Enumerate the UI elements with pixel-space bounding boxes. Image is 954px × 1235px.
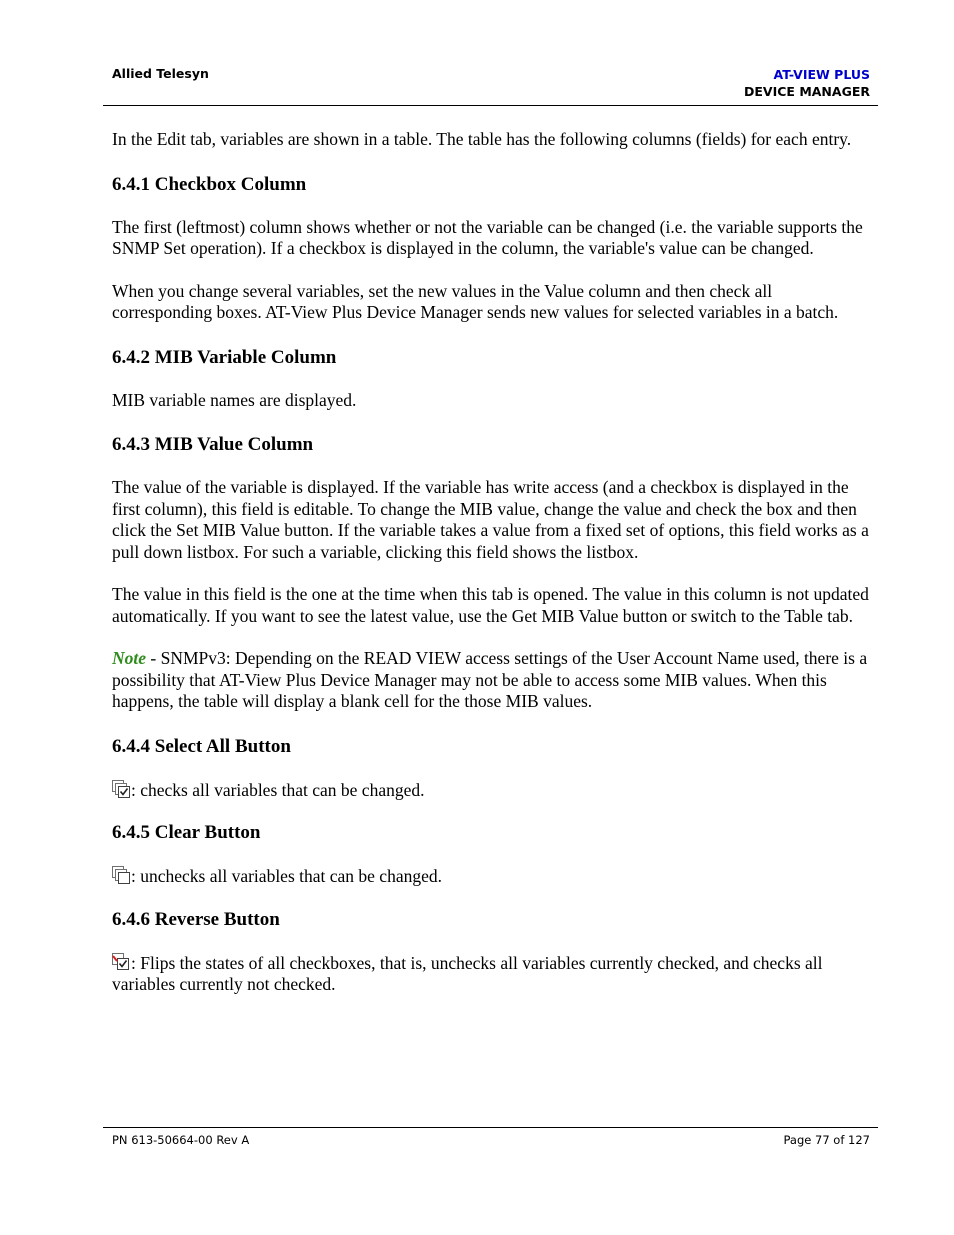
mib-value-paragraph-2: The value in this field is the one at the time when this tab is opened. The value in this column is not updated automatically. If you want to see the latest value, use the Get MIB Value button or switch to the Table tab. (112, 584, 869, 626)
header-product-block (744, 66, 870, 100)
reverse-checkboxes-icon (112, 953, 130, 972)
note-text: - SNMPv3: Depending on the READ VIEW access settings of the User Account Name used, there is a possibility that AT-View Plus Device Manager may not be able to access some MIB values. When this happens, the table will display a blank cell for the those MIB values. (112, 648, 868, 711)
section-title-clear: 6.4.5 Clear Button (112, 822, 261, 843)
page-footer (103, 1127, 878, 1147)
section-title-reverse: 6.4.6 Reverse Button (112, 908, 280, 930)
header-product: AT-VIEW PLUS (773, 67, 870, 82)
page-body (112, 129, 872, 996)
clear-checkboxes-icon (112, 866, 130, 885)
section-title-mib-variable: 6.4.2 MIB Variable Column (112, 346, 337, 368)
clear-description: : unchecks all variables that can be changed. (131, 866, 442, 886)
intro-paragraph: In the Edit tab, variables are shown in a table. The table has the following columns (fields) for each entry. (112, 129, 852, 149)
reverse-description: : Flips the states of all checkboxes, that is, unchecks all variables currently checked, and checks all variables currently not checked. (112, 952, 823, 994)
clear-paragraph (112, 866, 872, 888)
page-header (103, 64, 878, 106)
note-label: Note (112, 648, 147, 668)
select-all-paragraph (112, 780, 872, 802)
checkbox-paragraph-1: The first (leftmost) column shows whether or not the variable can be changed (i.e. the variable supports the SNMP Set operation). If a checkbox is displayed in the column, the variable's value can be changed. (112, 216, 863, 258)
mib-variable-paragraph: MIB variable names are displayed. (112, 389, 357, 410)
section-title-checkbox: 6.4.1 Checkbox Column (112, 173, 307, 195)
header-company: Allied Telesyn (112, 66, 209, 81)
footer-page-number: Page 77 of 127 (783, 1133, 870, 1147)
section-title-select-all: 6.4.4 Select All Button (112, 735, 291, 757)
mib-value-paragraph-1: The value of the variable is displayed. If the variable has write access (and a checkbox is displayed in the first column), this field is editable. To change the MIB value, change the value and check the box and then click the Set MIB Value button. If the variable takes a value from a fixed set of options, this field works as a pull down listbox. For such a variable, clicking this field shows the listbox. (112, 477, 869, 562)
reverse-paragraph (112, 953, 872, 996)
note-paragraph (112, 648, 872, 713)
header-subtitle: DEVICE MANAGER (744, 84, 870, 99)
section-title-mib-value: 6.4.3 MIB Value Column (112, 434, 314, 455)
footer-doc-number: PN 613-50664-00 Rev A (112, 1133, 250, 1147)
select-all-description: : checks all variables that can be changed. (131, 779, 425, 800)
select-all-checkboxes-icon (112, 780, 130, 799)
checkbox-paragraph-2: When you change several variables, set the new values in the Value column and then check all corresponding boxes. AT-View Plus Device Manager sends new values for selected variables in a batch. (112, 280, 839, 322)
